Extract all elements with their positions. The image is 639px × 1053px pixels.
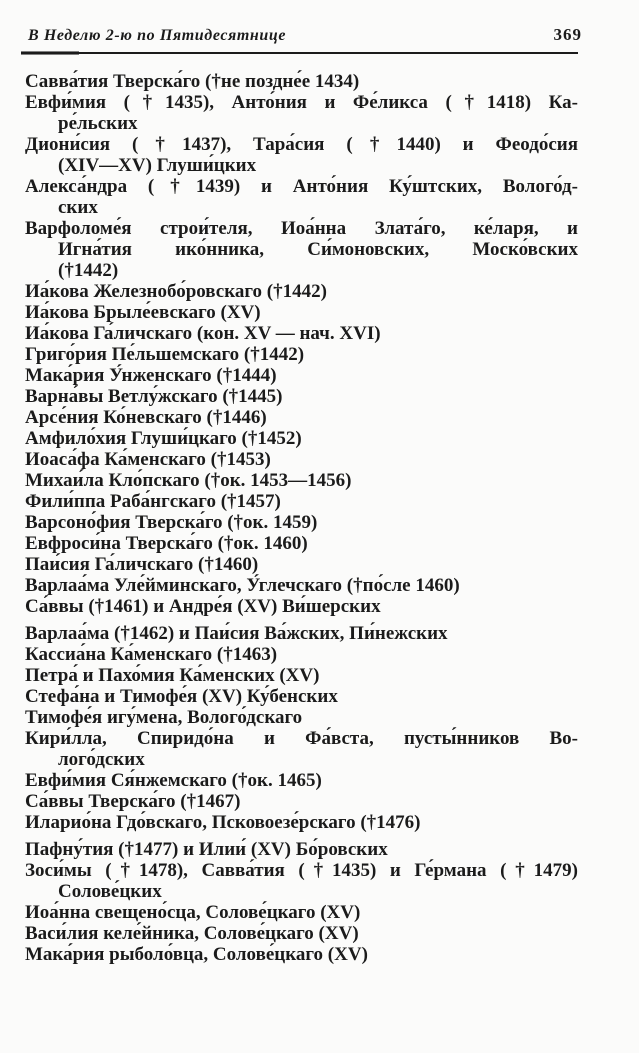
saint-entry (25, 134, 578, 176)
saint-entry (25, 92, 578, 134)
text-line: лого́дских (58, 749, 145, 770)
saint-entry (25, 686, 578, 707)
text-line: Паи́сия Га́личскаго (†1460) (25, 554, 259, 575)
text-line: Алекса́ндра (†1439) и Анто́ния Ку́штских, Волого́д- (25, 176, 578, 197)
text-line: Са́ввы (†1461) и Андре́я (XV) Ви́шерских (25, 596, 381, 617)
saint-entry (25, 344, 578, 365)
text-line: Иа́кова Железнобо́ровскаго (†1442) (25, 281, 327, 302)
text-line: Са́ввы Тверска́го (†1467) (25, 791, 241, 812)
saint-entry (25, 944, 578, 965)
text-line: Амфило́хия Глуши́цкаго (†1452) (25, 428, 302, 449)
text-line: Григо́рия Пе́льшемскаго (†1442) (25, 344, 305, 365)
saint-entry (25, 386, 578, 407)
saint-entry (25, 812, 578, 833)
saint-entry (25, 512, 578, 533)
text-line: Петра́ и Пахо́мия Ка́менских (XV) (25, 665, 320, 686)
text-line: Варна́вы Ветлу́жскаго (†1445) (25, 386, 283, 407)
saint-entry (25, 839, 578, 860)
saint-entry (25, 428, 578, 449)
text-line: Савва́тия Тверска́го (†не поздне́е 1434) (25, 71, 360, 92)
text-line: ских (58, 197, 98, 218)
saint-entry (25, 470, 578, 491)
saint-entry (25, 860, 578, 902)
entry-group (25, 839, 578, 965)
text-line: Евфи́мия (†1435), Анто́ния и Фе́ликса (†1418) Ка- (25, 92, 578, 113)
saint-entry (25, 575, 578, 596)
text-line: Кассиа́на Ка́менскаго (†1463) (25, 644, 278, 665)
text-line: Игна́тия ико́нника, Си́моновских, Моско́вских (58, 239, 578, 260)
saint-entry (25, 365, 578, 386)
text-line: Иларио́на Гдо́вскаго, Псковоезе́рскаго (†1476) (25, 812, 421, 833)
saint-entry (25, 71, 578, 92)
text-line: (†1442) (58, 260, 119, 281)
text-line: Михаи́ла Кло́пскаго (†ок. 1453—1456) (25, 470, 352, 491)
text-line: Пафну́тия (†1477) и Илии́ (XV) Бо́ровских (25, 839, 388, 860)
text-line: Арсе́ния Ко́невскаго (†1446) (25, 407, 267, 428)
saint-entry (25, 554, 578, 575)
saint-entry (25, 596, 578, 617)
saint-entry (25, 770, 578, 791)
saint-entry (25, 323, 578, 344)
text-line: Фили́ппа Раба́нгскаго (†1457) (25, 491, 281, 512)
saint-entry (25, 623, 578, 644)
text-line: Зоси́мы (†1478), Савва́тия (†1435) и Ге́рмана (†1479) (25, 860, 578, 881)
text-line: Евфроси́на Тверска́го (†ок. 1460) (25, 533, 308, 554)
text-line: Иоа́нна свещено́сца, Солове́цкаго (XV) (25, 902, 361, 923)
text-line: Варсоно́фия Тверска́го (†ок. 1459) (25, 512, 318, 533)
saint-entry (25, 644, 578, 665)
text-line: Диони́сия (†1437), Тара́сия (†1440) и Феодо́сия (25, 134, 578, 155)
running-head-title: В Неделю 2-ю по Пятидесятнице (28, 27, 287, 44)
entry-group (25, 71, 578, 617)
text-line: Иа́кова Га́личскаго (кон. XV — нач. XVI) (25, 323, 381, 344)
saint-entry (25, 491, 578, 512)
running-head (28, 25, 582, 45)
text-line: Варлаа́ма (†1462) и Паи́сия Ва́жских, Пи́нежских (25, 623, 448, 644)
entry-group (25, 623, 578, 833)
saint-entry (25, 728, 578, 770)
saint-entry (25, 665, 578, 686)
text-line: ре́льских (58, 113, 138, 134)
saint-entry (25, 218, 578, 281)
saint-entry (25, 302, 578, 323)
page-number: 369 (553, 25, 582, 44)
saint-entry (25, 707, 578, 728)
saint-entry (25, 176, 578, 218)
saint-entry (25, 407, 578, 428)
text-line: Мака́рия рыболо́вца, Солове́цкаго (XV) (25, 944, 368, 965)
saint-entry (25, 923, 578, 944)
saint-entry (25, 791, 578, 812)
saint-entry (25, 281, 578, 302)
text-line: Стефа́на и Тимофе́я (XV) Ку́бенских (25, 686, 338, 707)
text-line: Евфи́мия Ся́нжемскаго (†ок. 1465) (25, 770, 322, 791)
text-line: (XIV—XV) Глуши́цких (58, 155, 257, 176)
saint-entry (25, 533, 578, 554)
text-line: Варфоломе́я строи́теля, Иоа́нна Злата́го, ке́ларя, и (25, 218, 578, 239)
text-line: Тимофе́я игу́мена, Волого́дскаго (25, 707, 303, 728)
text-line: Иоаса́фа Ка́менскаго (†1453) (25, 449, 271, 470)
text-line: Варлаа́ма Уле́йминскаго, У́глечскаго (†по́сле 1460) (25, 575, 460, 596)
text-line: Иа́кова Брыле́евскаго (XV) (25, 302, 261, 323)
text-line: Солове́цких (58, 881, 162, 902)
saint-entry (25, 902, 578, 923)
header-rule (21, 52, 578, 54)
text-line: Кири́лла, Спиридо́на и Фа́вста, пусты́нников Во- (25, 728, 578, 749)
saints-list (25, 71, 578, 965)
saint-entry (25, 449, 578, 470)
text-line: Мака́рия У́нженскаго (†1444) (25, 365, 277, 386)
text-line: Васи́лия келе́йника, Солове́цкаго (XV) (25, 923, 359, 944)
